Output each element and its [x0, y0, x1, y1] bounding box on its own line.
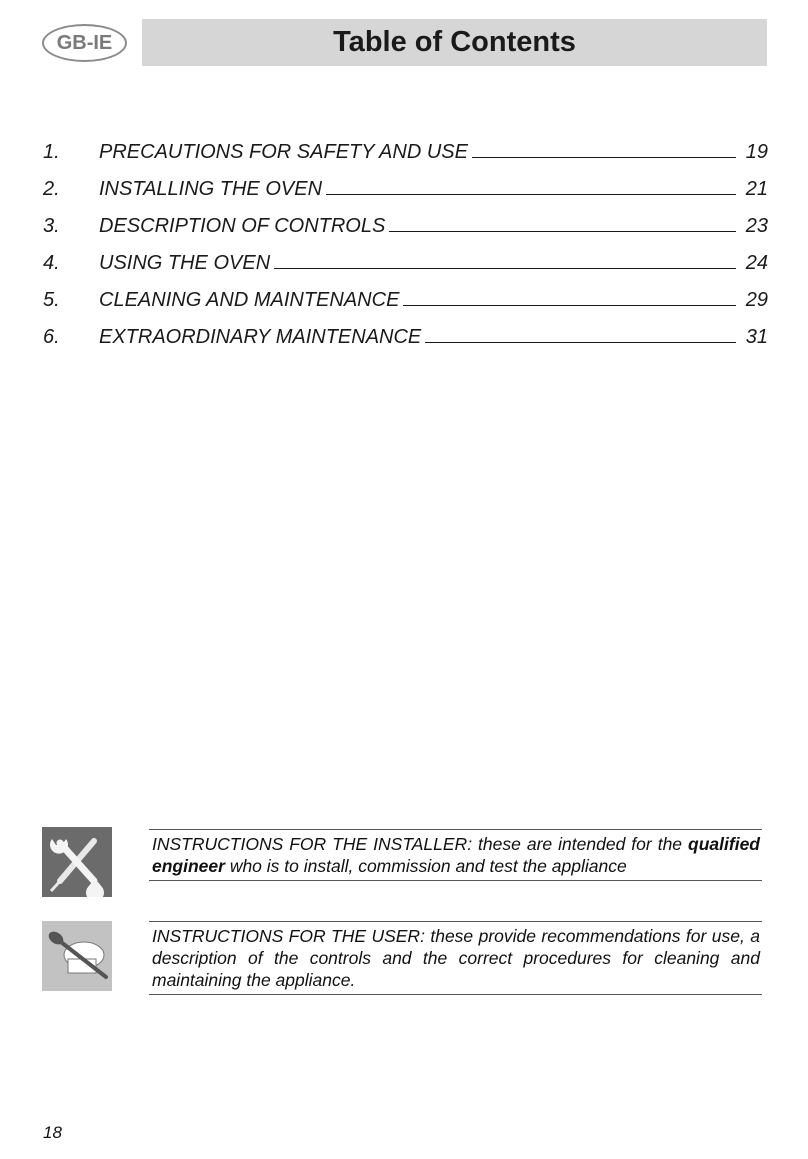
toc-entry[interactable]: [43, 289, 768, 326]
language-badge-label: GB-IE: [56, 31, 113, 54]
toc-title: CLEANING AND MAINTENANCE: [99, 289, 400, 311]
page-title: Table of Contents: [333, 26, 576, 58]
toc-number: 2.: [43, 178, 60, 200]
toc-number: 5.: [43, 289, 60, 311]
user-text: INSTRUCTIONS FOR THE USER: these provide recommendations for use, a description of the controls and the correct procedures for cleaning and maintaining the appliance.: [152, 926, 760, 990]
toc-entry[interactable]: [43, 141, 768, 178]
toc-title: EXTRAORDINARY MAINTENANCE: [99, 326, 422, 348]
toc-title: INSTALLING THE OVEN: [99, 178, 323, 200]
toc-page: 24: [745, 252, 768, 274]
title-bar: [142, 19, 767, 66]
toc-leader-line: [425, 329, 736, 343]
language-badge: [42, 24, 127, 62]
toc-title: DESCRIPTION OF CONTROLS: [99, 215, 386, 237]
toc-page: 19: [745, 141, 768, 163]
toc-number: 6.: [43, 326, 60, 348]
toc-entry[interactable]: [43, 252, 768, 289]
installer-text-rest: who is to install, commission and test the appliance: [224, 856, 627, 876]
toc-entry[interactable]: [43, 326, 768, 363]
chef-spoon-icon: [42, 921, 112, 991]
table-of-contents: [43, 141, 768, 363]
toc-page: 21: [745, 178, 768, 200]
toc-entry[interactable]: [43, 215, 768, 252]
toc-leader-line: [472, 144, 736, 158]
toc-title: PRECAUTIONS FOR SAFETY AND USE: [99, 141, 468, 163]
user-instructions-box: [149, 921, 762, 995]
toc-leader-line: [274, 255, 736, 269]
toc-number: 1.: [43, 141, 60, 163]
toc-title: USING THE OVEN: [99, 252, 271, 274]
installer-text-intro: INSTRUCTIONS FOR THE INSTALLER: these are intended for the: [152, 834, 689, 854]
wrench-screwdriver-icon: [42, 827, 112, 897]
toc-leader-line: [403, 292, 736, 306]
toc-number: 3.: [43, 215, 60, 237]
toc-page: 23: [745, 215, 768, 237]
toc-page: 31: [745, 326, 768, 348]
toc-leader-line: [389, 218, 736, 232]
toc-page: 29: [745, 289, 768, 311]
toc-leader-line: [326, 181, 736, 195]
installer-text-bold: qualified engineer: [152, 834, 760, 876]
toc-entry[interactable]: [43, 178, 768, 215]
toc-number: 4.: [43, 252, 60, 274]
page-number: 18: [43, 1123, 62, 1142]
installer-instructions-box: [149, 829, 762, 881]
